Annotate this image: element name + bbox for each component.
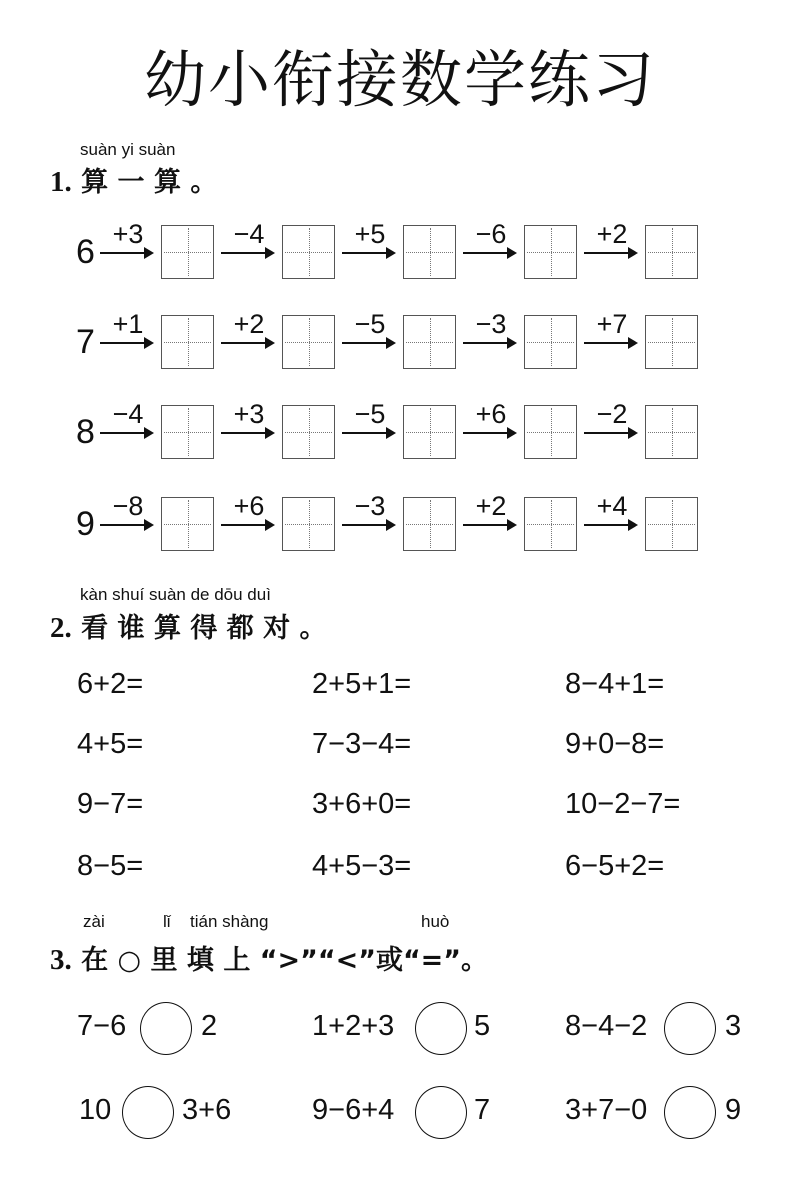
guide-line — [164, 432, 211, 433]
guide-line — [285, 252, 332, 253]
arrow-right-icon — [342, 524, 394, 526]
compare-right: 7 — [474, 1094, 491, 1126]
equation: 8−4+1= — [565, 668, 665, 700]
arrow-right-icon — [221, 524, 273, 526]
chain-start-number: 9 — [76, 505, 95, 543]
arrow-right-icon — [463, 252, 515, 254]
section2-heading — [50, 606, 327, 645]
pinyin-li: lǐ — [163, 912, 171, 931]
guide-line — [648, 524, 695, 525]
section3-title: 在 ○ 里 填 上 “>”“<”或“=”。 — [81, 945, 489, 976]
answer-box[interactable] — [161, 405, 214, 459]
operation-label: −3 — [354, 491, 386, 521]
section3-heading — [50, 938, 488, 977]
compare-right: 9 — [725, 1094, 742, 1126]
compare-left: 9−6+4 — [312, 1094, 395, 1126]
answer-box[interactable] — [645, 315, 698, 369]
guide-line — [406, 342, 453, 343]
operation-label: +7 — [596, 309, 628, 339]
pinyin-huo: huò — [421, 912, 450, 931]
compare-left: 1+2+3 — [312, 1010, 395, 1042]
answer-circle[interactable] — [664, 1086, 716, 1139]
operation-label: +6 — [233, 491, 265, 521]
section2-number: 2. — [50, 612, 72, 644]
guide-line — [527, 252, 574, 253]
guide-line — [285, 524, 332, 525]
guide-line — [648, 252, 695, 253]
compare-right: 5 — [474, 1010, 491, 1042]
operation-label: +6 — [475, 399, 507, 429]
operation-label: −4 — [112, 399, 144, 429]
compare-left: 8−4−2 — [565, 1010, 648, 1042]
operation-label: −4 — [233, 219, 265, 249]
equation: 2+5+1= — [312, 668, 412, 700]
guide-line — [527, 432, 574, 433]
guide-line — [285, 342, 332, 343]
equation: 7−3−4= — [312, 728, 412, 760]
arrow-right-icon — [221, 342, 273, 344]
section1-title: 算 一 算 。 — [81, 167, 218, 198]
operation-label: +2 — [596, 219, 628, 249]
operation-label: +3 — [112, 219, 144, 249]
answer-circle[interactable] — [122, 1086, 174, 1139]
chain-start-number: 7 — [76, 323, 95, 361]
arrow-right-icon — [463, 524, 515, 526]
arrow-right-icon — [100, 252, 152, 254]
guide-line — [648, 432, 695, 433]
answer-box[interactable] — [403, 225, 456, 279]
section1-heading — [50, 160, 217, 199]
operation-label: +4 — [596, 491, 628, 521]
section2-pinyin: kàn shuí suàn de dōu duì — [80, 585, 271, 604]
compare-right: 2 — [201, 1010, 218, 1042]
operation-label: −5 — [354, 399, 386, 429]
operation-label: +2 — [233, 309, 265, 339]
compare-right: 3 — [725, 1010, 742, 1042]
page-title: 幼小衔接数学练习 — [143, 43, 656, 116]
equation: 9−7= — [77, 788, 144, 820]
guide-line — [285, 432, 332, 433]
arrow-right-icon — [584, 524, 636, 526]
operation-label: +3 — [233, 399, 265, 429]
guide-line — [164, 524, 211, 525]
section2-title: 看 谁 算 得 都 对 。 — [81, 613, 327, 644]
answer-box[interactable] — [645, 497, 698, 551]
answer-box[interactable] — [645, 405, 698, 459]
chain-start-number: 6 — [76, 233, 95, 271]
operation-label: −2 — [596, 399, 628, 429]
arrow-right-icon — [100, 524, 152, 526]
arrow-right-icon — [221, 432, 273, 434]
answer-box[interactable] — [524, 225, 577, 279]
arrow-right-icon — [342, 342, 394, 344]
guide-line — [164, 252, 211, 253]
compare-right: 3+6 — [182, 1094, 232, 1126]
pinyin-tian-shang: tián shàng — [190, 912, 269, 931]
answer-box[interactable] — [282, 315, 335, 369]
answer-box[interactable] — [403, 315, 456, 369]
compare-left: 10 — [79, 1094, 112, 1126]
arrow-right-icon — [584, 432, 636, 434]
section3-number: 3. — [50, 944, 72, 976]
operation-label: −8 — [112, 491, 144, 521]
operation-label: +1 — [112, 309, 144, 339]
equation: 6−5+2= — [565, 850, 665, 882]
answer-box[interactable] — [161, 497, 214, 551]
guide-line — [406, 432, 453, 433]
equation: 6+2= — [77, 668, 144, 700]
pinyin-zai: zài — [83, 912, 105, 931]
operation-label: +5 — [354, 219, 386, 249]
operation-label: +2 — [475, 491, 507, 521]
answer-box[interactable] — [161, 225, 214, 279]
guide-line — [648, 342, 695, 343]
operation-label: −5 — [354, 309, 386, 339]
arrow-right-icon — [584, 252, 636, 254]
answer-box[interactable] — [161, 315, 214, 369]
answer-box[interactable] — [282, 225, 335, 279]
arrow-right-icon — [342, 432, 394, 434]
answer-box[interactable] — [524, 497, 577, 551]
answer-circle[interactable] — [415, 1002, 467, 1055]
guide-line — [527, 342, 574, 343]
equation: 4+5= — [77, 728, 144, 760]
equation: 3+6+0= — [312, 788, 412, 820]
answer-box[interactable] — [403, 497, 456, 551]
arrow-right-icon — [342, 252, 394, 254]
section1-pinyin: suàn yi suàn — [80, 140, 176, 159]
equation: 10−2−7= — [565, 788, 681, 820]
equation: 8−5= — [77, 850, 144, 882]
operation-label: −6 — [475, 219, 507, 249]
answer-circle[interactable] — [664, 1002, 716, 1055]
answer-circle[interactable] — [140, 1002, 192, 1055]
compare-left: 3+7−0 — [565, 1094, 648, 1126]
section1-number: 1. — [50, 166, 72, 198]
arrow-right-icon — [584, 342, 636, 344]
answer-box[interactable] — [282, 405, 335, 459]
arrow-right-icon — [100, 342, 152, 344]
arrow-right-icon — [221, 252, 273, 254]
arrow-right-icon — [463, 432, 515, 434]
guide-line — [406, 252, 453, 253]
equation: 9+0−8= — [565, 728, 665, 760]
guide-line — [406, 524, 453, 525]
answer-box[interactable] — [403, 405, 456, 459]
answer-box[interactable] — [645, 225, 698, 279]
arrow-right-icon — [463, 342, 515, 344]
guide-line — [164, 342, 211, 343]
answer-box[interactable] — [282, 497, 335, 551]
answer-box[interactable] — [524, 405, 577, 459]
answer-circle[interactable] — [415, 1086, 467, 1139]
equation: 4+5−3= — [312, 850, 412, 882]
answer-box[interactable] — [524, 315, 577, 369]
arrow-right-icon — [100, 432, 152, 434]
chain-start-number: 8 — [76, 413, 95, 451]
guide-line — [527, 524, 574, 525]
operation-label: −3 — [475, 309, 507, 339]
compare-left: 7−6 — [77, 1010, 127, 1042]
